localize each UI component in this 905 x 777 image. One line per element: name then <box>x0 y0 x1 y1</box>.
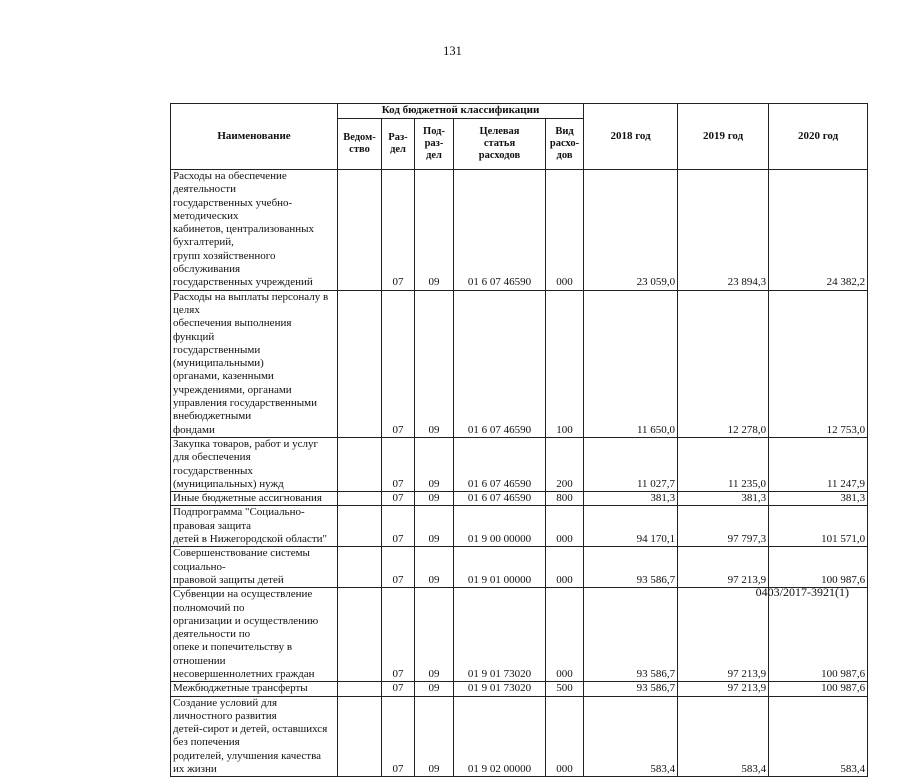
text-line: Межбюджетные трансферты <box>173 682 308 695</box>
cell-2019: 381,3 <box>678 492 769 506</box>
cell-razdel: 07 <box>382 682 415 696</box>
cell-razdel: 07 <box>382 506 415 547</box>
row-name <box>171 682 338 696</box>
table-row <box>171 588 868 682</box>
text-line: Раз- <box>388 132 408 143</box>
cell-celevaya: 01 6 07 46590 <box>454 170 546 291</box>
text-line: организации и осуществлению деятельности по <box>173 614 319 641</box>
cell-2018: 23 059,0 <box>584 170 678 291</box>
cell-podrazdel: 09 <box>415 290 454 437</box>
page-number: 131 <box>443 44 462 58</box>
cell-2020: 100 987,6 <box>769 547 868 588</box>
cell-2018: 94 170,1 <box>584 506 678 547</box>
header-2020: 2020 год <box>769 104 868 170</box>
cell-vedom <box>338 588 382 682</box>
table-row <box>171 547 868 588</box>
table-row <box>171 170 868 291</box>
cell-vedom <box>338 492 382 506</box>
cell-celevaya: 01 9 00 00000 <box>454 506 546 547</box>
text-line: расхо- <box>549 138 580 149</box>
table-row <box>171 290 868 437</box>
cell-vedom <box>338 696 382 777</box>
cell-2020: 11 247,9 <box>769 437 868 491</box>
text-line: несовершеннолетних граждан <box>173 667 315 680</box>
cell-vedom <box>338 437 382 491</box>
text-line: фондами <box>173 423 215 436</box>
cell-razdel: 07 <box>382 437 415 491</box>
text-line: государственных учебно-методических <box>173 196 293 222</box>
cell-celevaya: 01 9 01 00000 <box>454 547 546 588</box>
cell-vid: 500 <box>546 682 584 696</box>
text-line: государственными (муниципальными) <box>173 343 264 370</box>
table-row <box>171 437 868 491</box>
cell-razdel: 07 <box>382 290 415 437</box>
text-line: органами, казенными учреждениями, органами <box>173 370 292 396</box>
cell-2020: 583,4 <box>769 696 868 777</box>
cell-vid: 800 <box>546 492 584 506</box>
cell-celevaya: 01 9 01 73020 <box>454 588 546 682</box>
text-line: управления государственными внебюджетными <box>173 397 318 423</box>
text-line: Иные бюджетные ассигнования <box>173 492 322 505</box>
text-line: родителей, улучшения качества их жизни <box>173 749 322 776</box>
cell-2020: 381,3 <box>769 492 868 506</box>
cell-2018: 11 650,0 <box>584 290 678 437</box>
text-line: групп хозяйственного обслуживания <box>173 249 276 276</box>
header-2018: 2018 год <box>584 104 678 170</box>
cell-2020: 100 987,6 <box>769 682 868 696</box>
table-row <box>171 682 868 696</box>
text-line: обеспечения выполнения функций <box>173 317 292 343</box>
text-line: статья <box>483 138 516 149</box>
cell-2019: 97 213,9 <box>678 547 769 588</box>
cell-celevaya: 01 6 07 46590 <box>454 492 546 506</box>
cell-podrazdel: 09 <box>415 547 454 588</box>
document-code: 0403/2017-3921(1) <box>755 585 849 599</box>
header-2019: 2019 год <box>678 104 769 170</box>
cell-2019: 97 797,3 <box>678 506 769 547</box>
text-line: Совершенствование системы социально- <box>173 547 310 573</box>
header-kbk: Код бюджетной классификации <box>338 104 584 119</box>
cell-2019: 97 213,9 <box>678 588 769 682</box>
cell-2018: 93 586,7 <box>584 588 678 682</box>
cell-celevaya: 01 9 01 73020 <box>454 682 546 696</box>
header-podrazdel <box>415 119 454 170</box>
cell-2019: 12 278,0 <box>678 290 769 437</box>
text-line: Под- <box>423 126 445 137</box>
text-line: Субвенции на осуществление полномочий по <box>173 588 313 614</box>
cell-razdel: 07 <box>382 547 415 588</box>
text-line: дов <box>556 150 573 161</box>
cell-vid: 000 <box>546 588 584 682</box>
header-vid <box>546 119 584 170</box>
cell-2020: 12 753,0 <box>769 290 868 437</box>
cell-celevaya: 01 6 07 46590 <box>454 437 546 491</box>
text-line: Создание условий для личностного развития <box>173 696 278 722</box>
text-line: Вид <box>555 126 574 137</box>
cell-razdel: 07 <box>382 170 415 291</box>
text-line: Закупка товаров, работ и услуг для обеспечения <box>173 437 318 464</box>
budget-table-body <box>171 170 868 777</box>
cell-vedom <box>338 682 382 696</box>
text-line: расходов <box>478 150 521 161</box>
cell-podrazdel: 09 <box>415 588 454 682</box>
text-line: ство <box>349 144 370 155</box>
cell-2018: 11 027,7 <box>584 437 678 491</box>
budget-table <box>170 103 868 777</box>
row-name <box>171 290 338 437</box>
header-razdel <box>382 119 415 170</box>
cell-vid: 000 <box>546 547 584 588</box>
text-line: опеке и попечительству в отношении <box>173 641 293 667</box>
text-line: Расходы на обеспечение деятельности <box>173 170 287 196</box>
header-vedom <box>338 119 382 170</box>
cell-razdel: 07 <box>382 492 415 506</box>
cell-2019: 11 235,0 <box>678 437 769 491</box>
cell-2020: 100 987,6 <box>769 588 868 682</box>
cell-2019: 97 213,9 <box>678 682 769 696</box>
cell-2020: 24 382,2 <box>769 170 868 291</box>
cell-razdel: 07 <box>382 588 415 682</box>
text-line: дел <box>390 144 406 155</box>
cell-podrazdel: 09 <box>415 696 454 777</box>
text-line: раз- <box>424 138 444 149</box>
text-line: правовой защиты детей <box>173 573 284 586</box>
text-line: Целевая <box>479 126 520 137</box>
cell-vedom <box>338 170 382 291</box>
header-name: Наименование <box>171 104 338 170</box>
text-line: Подпрограмма "Социально-правовая защита <box>173 506 305 532</box>
cell-2018: 381,3 <box>584 492 678 506</box>
cell-vedom <box>338 547 382 588</box>
cell-vedom <box>338 506 382 547</box>
text-line: дел <box>426 150 442 161</box>
table-row <box>171 696 868 777</box>
text-line: Ведом- <box>343 132 376 143</box>
row-name <box>171 492 338 506</box>
table-row <box>171 506 868 547</box>
row-name <box>171 437 338 491</box>
cell-vid: 100 <box>546 290 584 437</box>
header-celevaya <box>454 119 546 170</box>
cell-podrazdel: 09 <box>415 492 454 506</box>
row-name <box>171 547 338 588</box>
cell-podrazdel: 09 <box>415 437 454 491</box>
text-line: детей-сирот и детей, оставшихся без попечения <box>173 723 328 749</box>
text-line: государственных учреждений <box>173 276 313 289</box>
cell-2019: 23 894,3 <box>678 170 769 291</box>
row-name <box>171 696 338 777</box>
row-name <box>171 506 338 547</box>
cell-vid: 000 <box>546 506 584 547</box>
cell-vid: 000 <box>546 696 584 777</box>
cell-2019: 583,4 <box>678 696 769 777</box>
cell-podrazdel: 09 <box>415 170 454 291</box>
cell-podrazdel: 09 <box>415 682 454 696</box>
cell-celevaya: 01 9 02 00000 <box>454 696 546 777</box>
cell-2018: 93 586,7 <box>584 547 678 588</box>
cell-razdel: 07 <box>382 696 415 777</box>
cell-vedom <box>338 290 382 437</box>
cell-podrazdel: 09 <box>415 506 454 547</box>
cell-2018: 583,4 <box>584 696 678 777</box>
cell-celevaya: 01 6 07 46590 <box>454 290 546 437</box>
text-line: кабинетов, централизованных бухгалтерий, <box>173 223 314 249</box>
text-line: государственных (муниципальных) нужд <box>173 464 284 490</box>
cell-2020: 101 571,0 <box>769 506 868 547</box>
table-row <box>171 492 868 506</box>
text-line: детей в Нижегородской области" <box>173 533 327 546</box>
text-line: Расходы на выплаты персоналу в целях <box>173 290 329 316</box>
cell-vid: 200 <box>546 437 584 491</box>
row-name <box>171 588 338 682</box>
cell-2018: 93 586,7 <box>584 682 678 696</box>
cell-vid: 000 <box>546 170 584 291</box>
row-name <box>171 170 338 291</box>
